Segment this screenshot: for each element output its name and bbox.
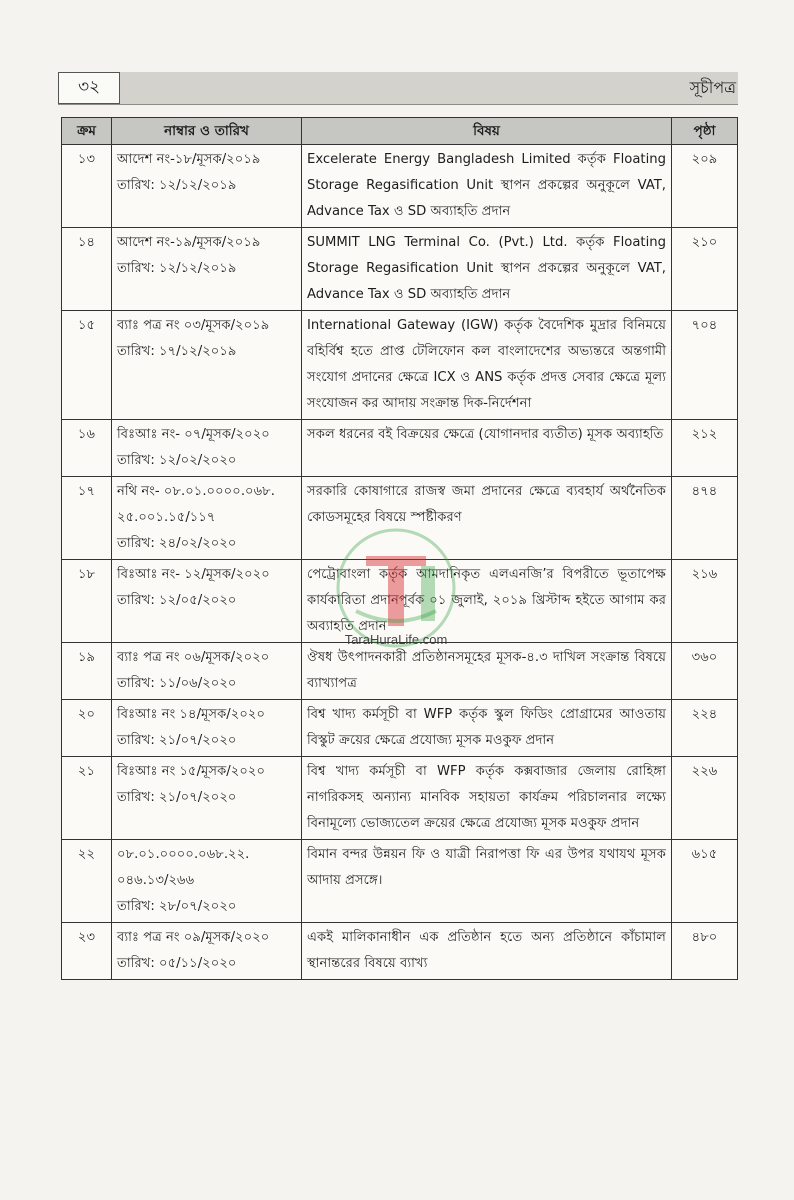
table-row	[62, 700, 738, 757]
number-date-line: আদেশ নং-১৮/মূসক/২০১৯	[117, 152, 261, 167]
serial-cell: ১৮	[62, 560, 112, 643]
number-date-line: তারিখ: ১৭/১২/২০১৯	[117, 344, 237, 359]
serial-cell: ১৭	[62, 477, 112, 560]
number-date-cell	[112, 145, 302, 228]
table-row	[62, 420, 738, 477]
number-date-line: আদেশ নং-১৯/মূসক/২০১৯	[117, 235, 261, 250]
column-header-page: পৃষ্ঠা	[672, 118, 738, 145]
subject-cell: পেট্রোবাংলা কর্তৃক আমদানিকৃত এলএনজি’র বিপরীতে ভূতাপেক্ষ কার্যকারিতা প্রদানপূর্বক ০১ জুলাই, ২০১৯ খ্রিস্টাব্দ হইতে আগাম কর অব্যাহতি প্রদান	[302, 560, 672, 643]
serial-cell: ২৩	[62, 923, 112, 980]
subject-cell: Excelerate Energy Bangladesh Limited কর্তৃক Floating Storage Regasification Unit স্থাপন প্রকল্পের অনুকূলে VAT, Advance Tax ও SD অব্যাহতি প্রদান	[302, 145, 672, 228]
number-date-line: তারিখ: ২১/০৭/২০২০	[117, 790, 237, 805]
subject-cell: SUMMIT LNG Terminal Co. (Pvt.) Ltd. কর্তৃক Floating Storage Regasification Unit স্থাপন প্রকল্পের অনুকূলে VAT, Advance Tax ও SD অব্যাহতি প্রদান	[302, 228, 672, 311]
number-date-cell	[112, 420, 302, 477]
page-cell: ২১৬	[672, 560, 738, 643]
table-row	[62, 643, 738, 700]
subject-cell: একই মালিকানাধীন এক প্রতিষ্ঠান হতে অন্য প্রতিষ্ঠানে কাঁচামাল স্থানান্তরের বিষয়ে ব্যাখ্য	[302, 923, 672, 980]
number-date-line: ব্যাঃ পত্র নং ০৩/মূসক/২০১৯	[117, 318, 270, 333]
page-cell: ২২৬	[672, 757, 738, 840]
subject-cell: International Gateway (IGW) কর্তৃক বৈদেশিক মুদ্রার বিনিময়ে বহির্বিশ্ব হতে প্রাপ্ত টেলিফোন কল বাংলাদেশের অভ্যন্তরে অন্তগামী সংযোগ প্রদানের ক্ষেত্রে ICX ও ANS কর্তৃক প্রদত্ত সেবার ক্ষেত্রে মূল্য সংযোজন কর আদায় সংক্রান্ত দিক-নির্দেশনা	[302, 311, 672, 420]
header-bar	[58, 72, 738, 105]
subject-cell: বিশ্ব খাদ্য কর্মসূচী বা WFP কর্তৃক স্কুল ফিডিং প্রোগ্রামের আওতায় বিস্কুট ক্রয়ের ক্ষেত্রে প্রযোজ্য মূসক মওকুফ প্রদান	[302, 700, 672, 757]
page-cell: ২১০	[672, 228, 738, 311]
number-date-line: ব্যাঃ পত্র নং ০৯/মূসক/২০২০	[117, 930, 270, 945]
number-date-line: বিঃআঃ নং- ০৭/মূসক/২০২০	[117, 427, 270, 442]
table-row	[62, 757, 738, 840]
page-cell: ২২৪	[672, 700, 738, 757]
page-cell: ৪৭৪	[672, 477, 738, 560]
number-date-line: বিঃআঃ নং- ১২/মূসক/২০২০	[117, 567, 270, 582]
number-date-line: তারিখ: ১২/০৫/২০২০	[117, 593, 237, 608]
subject-cell: সকল ধরনের বই বিক্রয়ের ক্ষেত্রে (যোগানদার ব্যতীত) মূসক অব্যাহতি	[302, 420, 672, 477]
number-date-line: বিঃআঃ নং ১৪/মূসক/২০২০	[117, 707, 266, 722]
number-date-line: তারিখ: ১২/০২/২০২০	[117, 453, 237, 468]
page-cell: ৪৮০	[672, 923, 738, 980]
number-date-cell	[112, 643, 302, 700]
serial-cell: ১৪	[62, 228, 112, 311]
number-date-line: তারিখ: ১২/১২/২০১৯	[117, 261, 237, 276]
table-row	[62, 560, 738, 643]
number-date-cell	[112, 757, 302, 840]
subject-cell: বিশ্ব খাদ্য কর্মসূচী বা WFP কর্তৃক কক্সবাজার জেলায় রোহিঙ্গা নাগরিকসহ অন্যান্য মানবিক সহায়তা কার্যক্রম পরিচালনার লক্ষ্যে বিনামূল্যে ভোজ্যতেল ক্রয়ের ক্ষেত্রে প্রযোজ্য মূসক মওকুফ প্রদান	[302, 757, 672, 840]
serial-cell: ২০	[62, 700, 112, 757]
number-date-cell	[112, 311, 302, 420]
index-table	[61, 117, 738, 980]
column-header-serial: ক্রম	[62, 118, 112, 145]
page-cell: ২১২	[672, 420, 738, 477]
number-date-line: তারিখ: ২৮/০৭/২০২০	[117, 899, 237, 914]
table-row	[62, 923, 738, 980]
number-date-cell	[112, 228, 302, 311]
number-date-line: তারিখ: ১২/১২/২০১৯	[117, 178, 237, 193]
subject-cell: ঔষধ উৎপাদনকারী প্রতিষ্ঠানসমূহের মূসক-৪.৩ দাখিল সংক্রান্ত বিষয়ে ব্যাখ্যাপত্র	[302, 643, 672, 700]
table-row	[62, 228, 738, 311]
table-row	[62, 840, 738, 923]
number-date-line: নথি নং- ০৮.০১.০০০০.০৬৮.	[117, 484, 275, 499]
number-date-cell	[112, 477, 302, 560]
page-number: ৩২	[58, 72, 120, 104]
serial-cell: ১৫	[62, 311, 112, 420]
serial-cell: ১৩	[62, 145, 112, 228]
number-date-line: বিঃআঃ নং ১৫/মূসক/২০২০	[117, 764, 266, 779]
subject-cell: বিমান বন্দর উন্নয়ন ফি ও যাত্রী নিরাপত্তা ফি এর উপর যথাযথ মূসক আদায় প্রসঙ্গে।	[302, 840, 672, 923]
number-date-cell	[112, 923, 302, 980]
number-date-cell	[112, 840, 302, 923]
number-date-line: ২৫.০০১.১৫/১১৭	[117, 510, 216, 525]
number-date-line: তারিখ: ২৪/০২/২০২০	[117, 536, 237, 551]
watermark-text: TaraHuraLife.com	[344, 632, 448, 647]
column-header-number-date: নাম্বার ও তারিখ	[112, 118, 302, 145]
number-date-line: ০৮.০১.০০০০.০৬৮.২২.	[117, 847, 250, 862]
column-header-subject: বিষয়	[302, 118, 672, 145]
table-header-row	[62, 118, 738, 145]
serial-cell: ২২	[62, 840, 112, 923]
serial-cell: ১৯	[62, 643, 112, 700]
page-cell: ৭০৪	[672, 311, 738, 420]
number-date-line: তারিখ: ১১/০৬/২০২০	[117, 676, 237, 691]
section-title: সূচীপত্র	[689, 78, 736, 97]
subject-cell: সরকারি কোষাগারে রাজস্ব জমা প্রদানের ক্ষেত্রে ব্যবহার্য অর্থনৈতিক কোডসমূহের বিষয়ে স্পষ্টীকরণ	[302, 477, 672, 560]
serial-cell: ২১	[62, 757, 112, 840]
number-date-cell	[112, 700, 302, 757]
page-cell: ৩৬০	[672, 643, 738, 700]
number-date-line: তারিখ: ২১/০৭/২০২০	[117, 733, 237, 748]
number-date-line: ব্যাঃ পত্র নং ০৬/মূসক/২০২০	[117, 650, 270, 665]
table-row	[62, 477, 738, 560]
page-cell: ৬১৫	[672, 840, 738, 923]
number-date-cell	[112, 560, 302, 643]
number-date-line: ০৪৬.১৩/২৬৬	[117, 873, 195, 888]
number-date-line: তারিখ: ০৫/১১/২০২০	[117, 956, 237, 971]
table-row	[62, 311, 738, 420]
table-row	[62, 145, 738, 228]
serial-cell: ১৬	[62, 420, 112, 477]
page-cell: ২০৯	[672, 145, 738, 228]
